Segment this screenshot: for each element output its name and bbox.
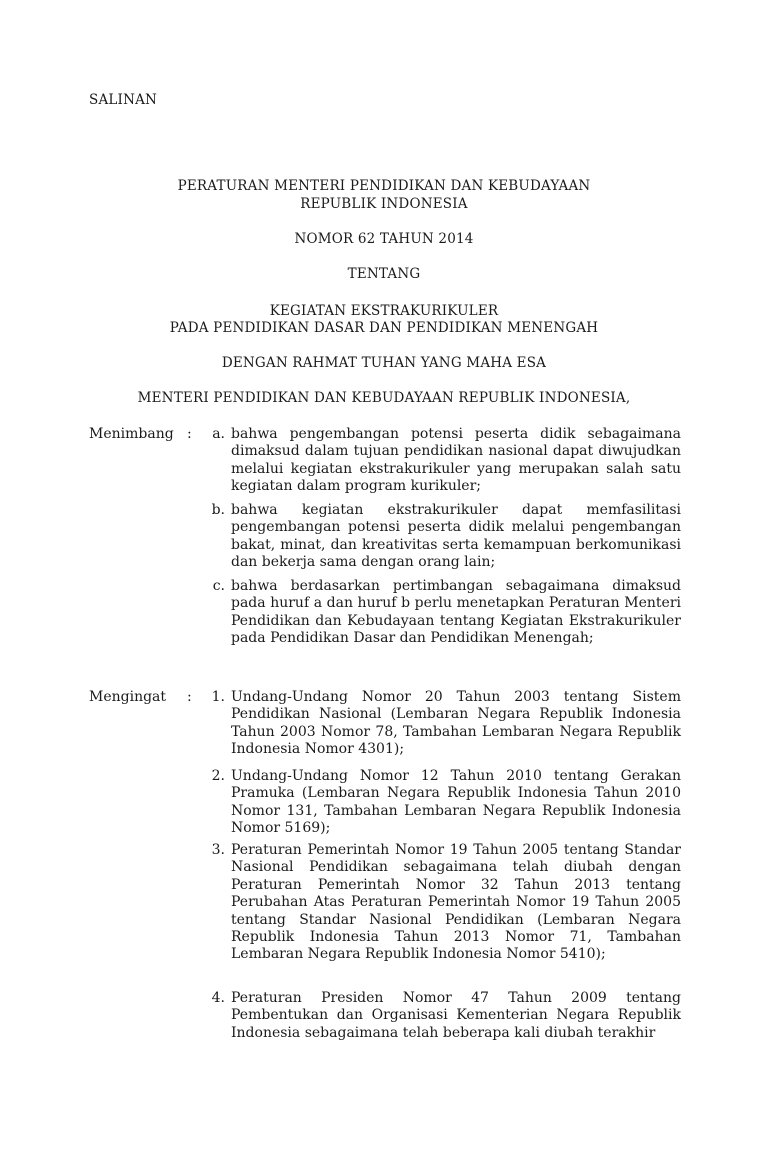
item-text: bahwa pengembangan potensi peserta didik sebagaimana dimaksud dalam tujuan pendidikan nasional dapat diwujudkan melalui kegiatan ekstrakurikuler yang merupakan salah satu kegiatan dalam program kurikuler; bbox=[231, 426, 681, 495]
menimbang-colon: : bbox=[187, 426, 192, 442]
item-text: bahwa kegiatan ekstrakurikuler dapat memfasilitasi pengembangan potensi peserta didik melalui pengembangan bakat, minat, dan kreativitas serta kemampuan berkomunikasi dan bekerja sama dengan orang lain; bbox=[231, 502, 681, 571]
item-marker: a. bbox=[212, 426, 225, 442]
rahmat-line: DENGAN RAHMAT TUHAN YANG MAHA ESA bbox=[221, 355, 547, 371]
item-marker: b. bbox=[211, 502, 225, 518]
mengingat-colon: : bbox=[187, 689, 192, 705]
item-marker: 2. bbox=[211, 768, 225, 784]
item-marker: 1. bbox=[211, 689, 225, 705]
item-text: bahwa berdasarkan pertimbangan sebagaimana dimaksud pada huruf a dan huruf b perlu menetapkan Peraturan Menteri Pendidikan dan Kebudayaan tentang Kegiatan Ekstrakurikuler pada Pendidikan Dasar dan Pendidikan Menengah; bbox=[231, 578, 681, 647]
title-line-2: REPUBLIK INDONESIA bbox=[300, 196, 468, 212]
menimbang-section bbox=[89, 426, 681, 671]
title-line-1: PERATURAN MENTERI PENDIDIKAN DAN KEBUDAYAAN bbox=[177, 178, 591, 194]
item-marker: 3. bbox=[211, 842, 225, 858]
menteri-line: MENTERI PENDIDIKAN DAN KEBUDAYAAN REPUBLIK INDONESIA, bbox=[137, 390, 631, 406]
menimbang-label: Menimbang bbox=[89, 426, 174, 442]
item-text: Undang-Undang Nomor 12 Tahun 2010 tentang Gerakan Pramuka (Lembaran Negara Republik Indonesia Tahun 2010 Nomor 131, Tambahan Lembaran Negara Republik Indonesia Nomor 5169); bbox=[231, 768, 681, 837]
salinan-label: SALINAN bbox=[89, 92, 158, 108]
item-text: Peraturan Pemerintah Nomor 19 Tahun 2005 tentang Standar Nasional Pendidikan sebagaimana telah diubah dengan Peraturan Pemerintah Nomor 32 Tahun 2013 tentang Perubahan Atas Peraturan Pemerintah Nomor 19 Tahun 2005 tentang Standar Nasional Pendidikan (Lembaran Negara Republik Indonesia Tahun 2013 Nomor 71, Tambahan Lembaran Negara Republik Indonesia Nomor 5410); bbox=[231, 842, 681, 963]
item-marker: c. bbox=[212, 578, 225, 594]
subject-line-1: KEGIATAN EKSTRAKURIKULER bbox=[269, 303, 499, 319]
item-text: Peraturan Presiden Nomor 47 Tahun 2009 tentang Pembentukan dan Organisasi Kementerian Negara Republik Indonesia sebagaimana telah beberapa kali diubah terakhir bbox=[231, 990, 681, 1041]
mengingat-section bbox=[89, 689, 681, 1059]
tentang-heading: TENTANG bbox=[347, 266, 421, 282]
item-marker: 4. bbox=[211, 990, 225, 1006]
item-text: Undang-Undang Nomor 20 Tahun 2003 tentang Sistem Pendidikan Nasional (Lembaran Negara Republik Indonesia Tahun 2003 Nomor 78, Tambahan Lembaran Negara Republik Indonesia Nomor 4301); bbox=[231, 689, 681, 758]
mengingat-label: Mengingat bbox=[89, 689, 167, 705]
subject-line-2: PADA PENDIDIKAN DASAR DAN PENDIDIKAN MENENGAH bbox=[169, 320, 599, 336]
regulation-number: NOMOR 62 TAHUN 2014 bbox=[294, 231, 474, 247]
